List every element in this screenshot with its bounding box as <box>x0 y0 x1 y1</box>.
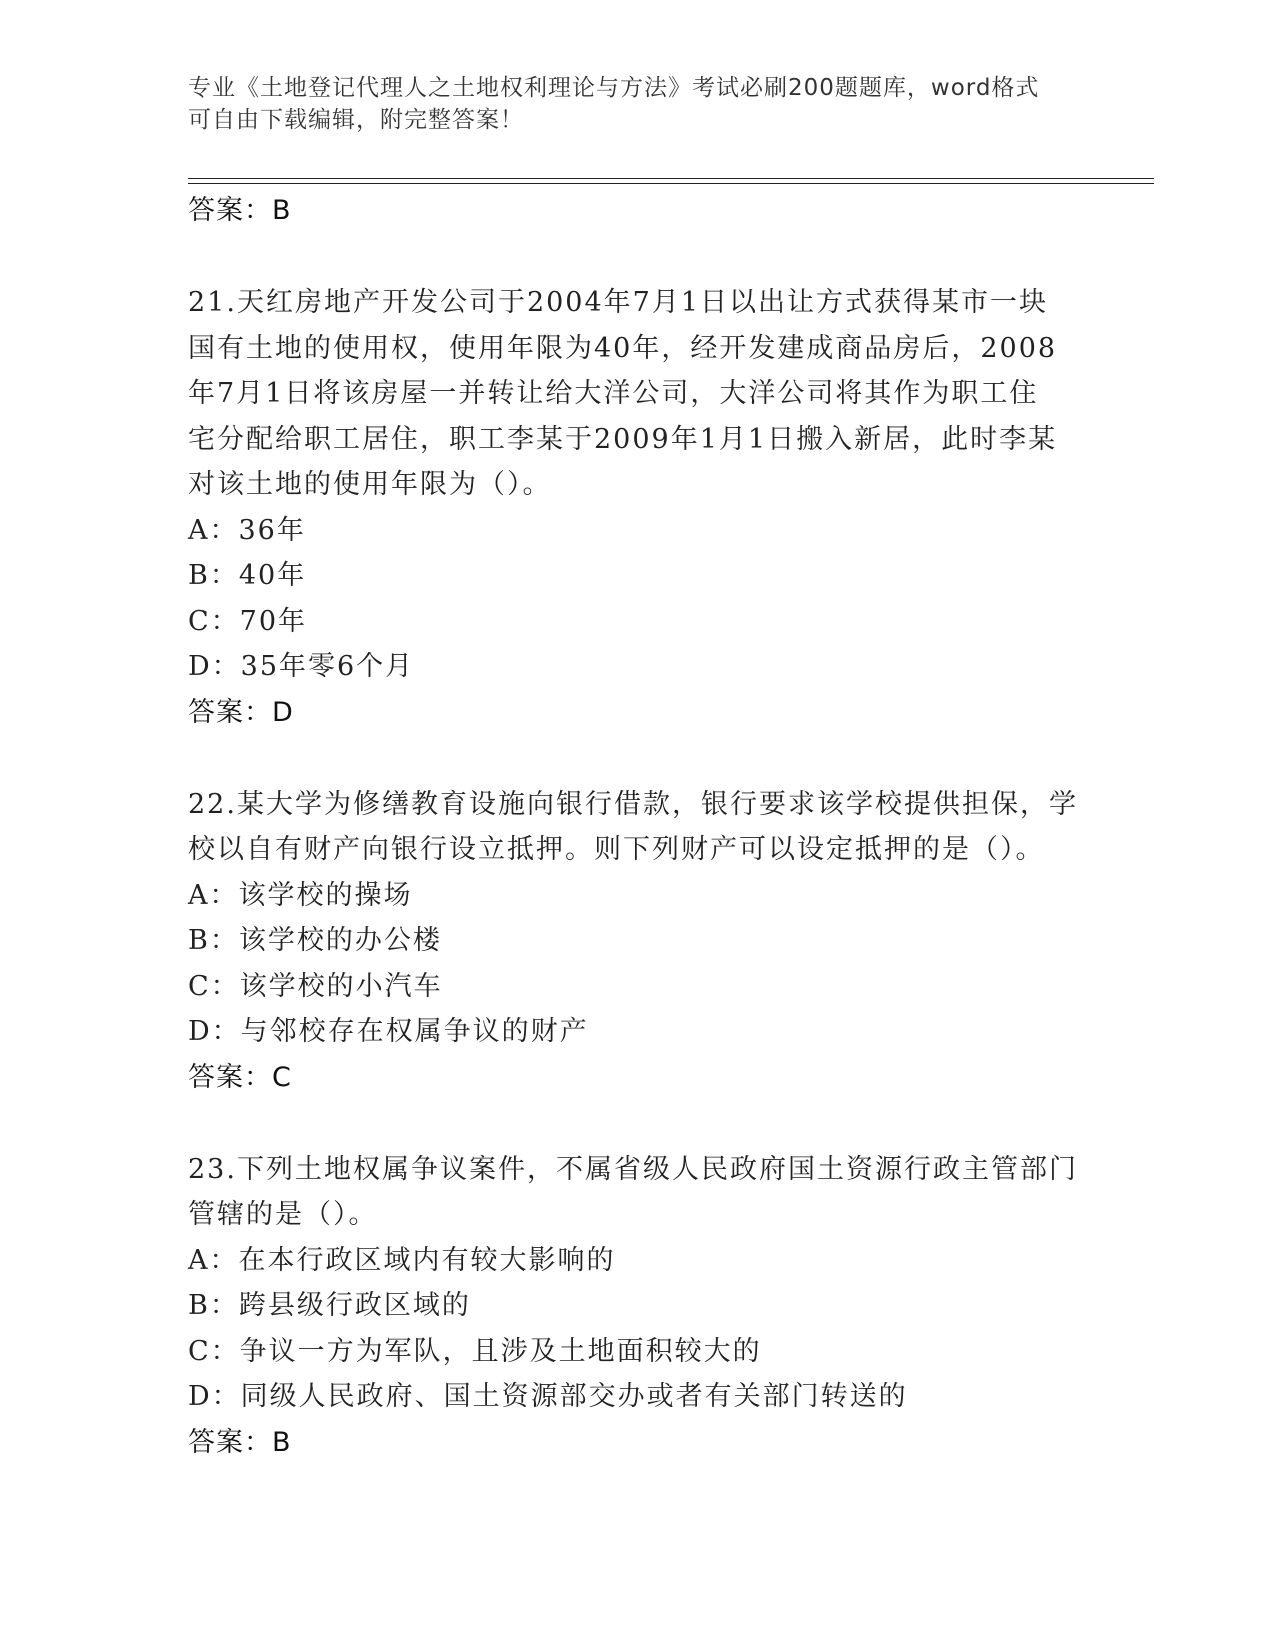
question-block <box>188 1147 1088 1466</box>
answer-label: 答案：B <box>188 1426 292 1458</box>
page-header <box>188 72 1068 136</box>
question-line: 宅分配给职工居住，职工李某于2009年1月1日搬入新居，此时李某 <box>188 423 1058 455</box>
question-text <box>188 782 1088 873</box>
question-line: 年7月1日将该房屋一并转让给大洋公司，大洋公司将其作为职工住 <box>188 378 1039 409</box>
question-text <box>188 280 1088 508</box>
option-a: A：在本行政区域内有较大影响的 <box>188 1244 616 1276</box>
question-line: 21.天红房地产开发公司于2004年7月1日以出让方式获得某市一块 <box>188 287 1049 318</box>
answer-label: 答案：B <box>188 195 292 226</box>
header-line-2: 可自由下载编辑，附完整答案！ <box>188 107 524 133</box>
option-b: B：该学校的办公楼 <box>188 925 442 956</box>
option-d: D：与邻校存在权属争议的财产 <box>188 1016 589 1047</box>
option-c: C：该学校的小汽车 <box>188 970 443 1002</box>
option-b: B：40年 <box>188 560 307 591</box>
question-text <box>188 1147 1088 1238</box>
option-a: A：该学校的操场 <box>188 879 413 911</box>
document-body <box>188 188 1088 1466</box>
option-d: D：35年零6个月 <box>188 651 415 682</box>
answer-label: 答案：C <box>188 1061 292 1093</box>
question-line: 对该土地的使用年限为（）。 <box>188 469 552 500</box>
header-divider <box>188 178 1154 184</box>
question-line: 国有土地的使用权，使用年限为40年，经开发建成商品房后，2008 <box>188 332 1058 364</box>
option-a: A：36年 <box>188 514 306 546</box>
question-line: 管辖的是（）。 <box>188 1199 378 1230</box>
spacer <box>188 234 1088 280</box>
answer-label: 答案：D <box>188 696 294 728</box>
question-block <box>188 280 1088 736</box>
option-c: C：70年 <box>188 605 308 637</box>
option-c: C：争议一方为军队，且涉及土地面积较大的 <box>188 1335 762 1367</box>
option-d: D：同级人民政府、国土资源部交办或者有关部门转送的 <box>188 1381 908 1412</box>
header-line-1: 专业《土地登记代理人之土地权利理论与方法》考试必刷200题题库，word格式 <box>188 75 1040 101</box>
question-line: 校以自有财产向银行设立抵押。则下列财产可以设定抵押的是（）。 <box>188 834 1045 865</box>
question-line: 23.下列土地权属争议案件，不属省级人民政府国土资源行政主管部门 <box>188 1153 1078 1185</box>
question-line: 22.某大学为修缮教育设施向银行借款，银行要求该学校提供担保，学 <box>188 788 1078 820</box>
question-block <box>188 782 1088 1101</box>
spacer <box>188 1101 1088 1147</box>
spacer <box>188 736 1088 782</box>
option-b: B：跨县级行政区域的 <box>188 1290 471 1321</box>
